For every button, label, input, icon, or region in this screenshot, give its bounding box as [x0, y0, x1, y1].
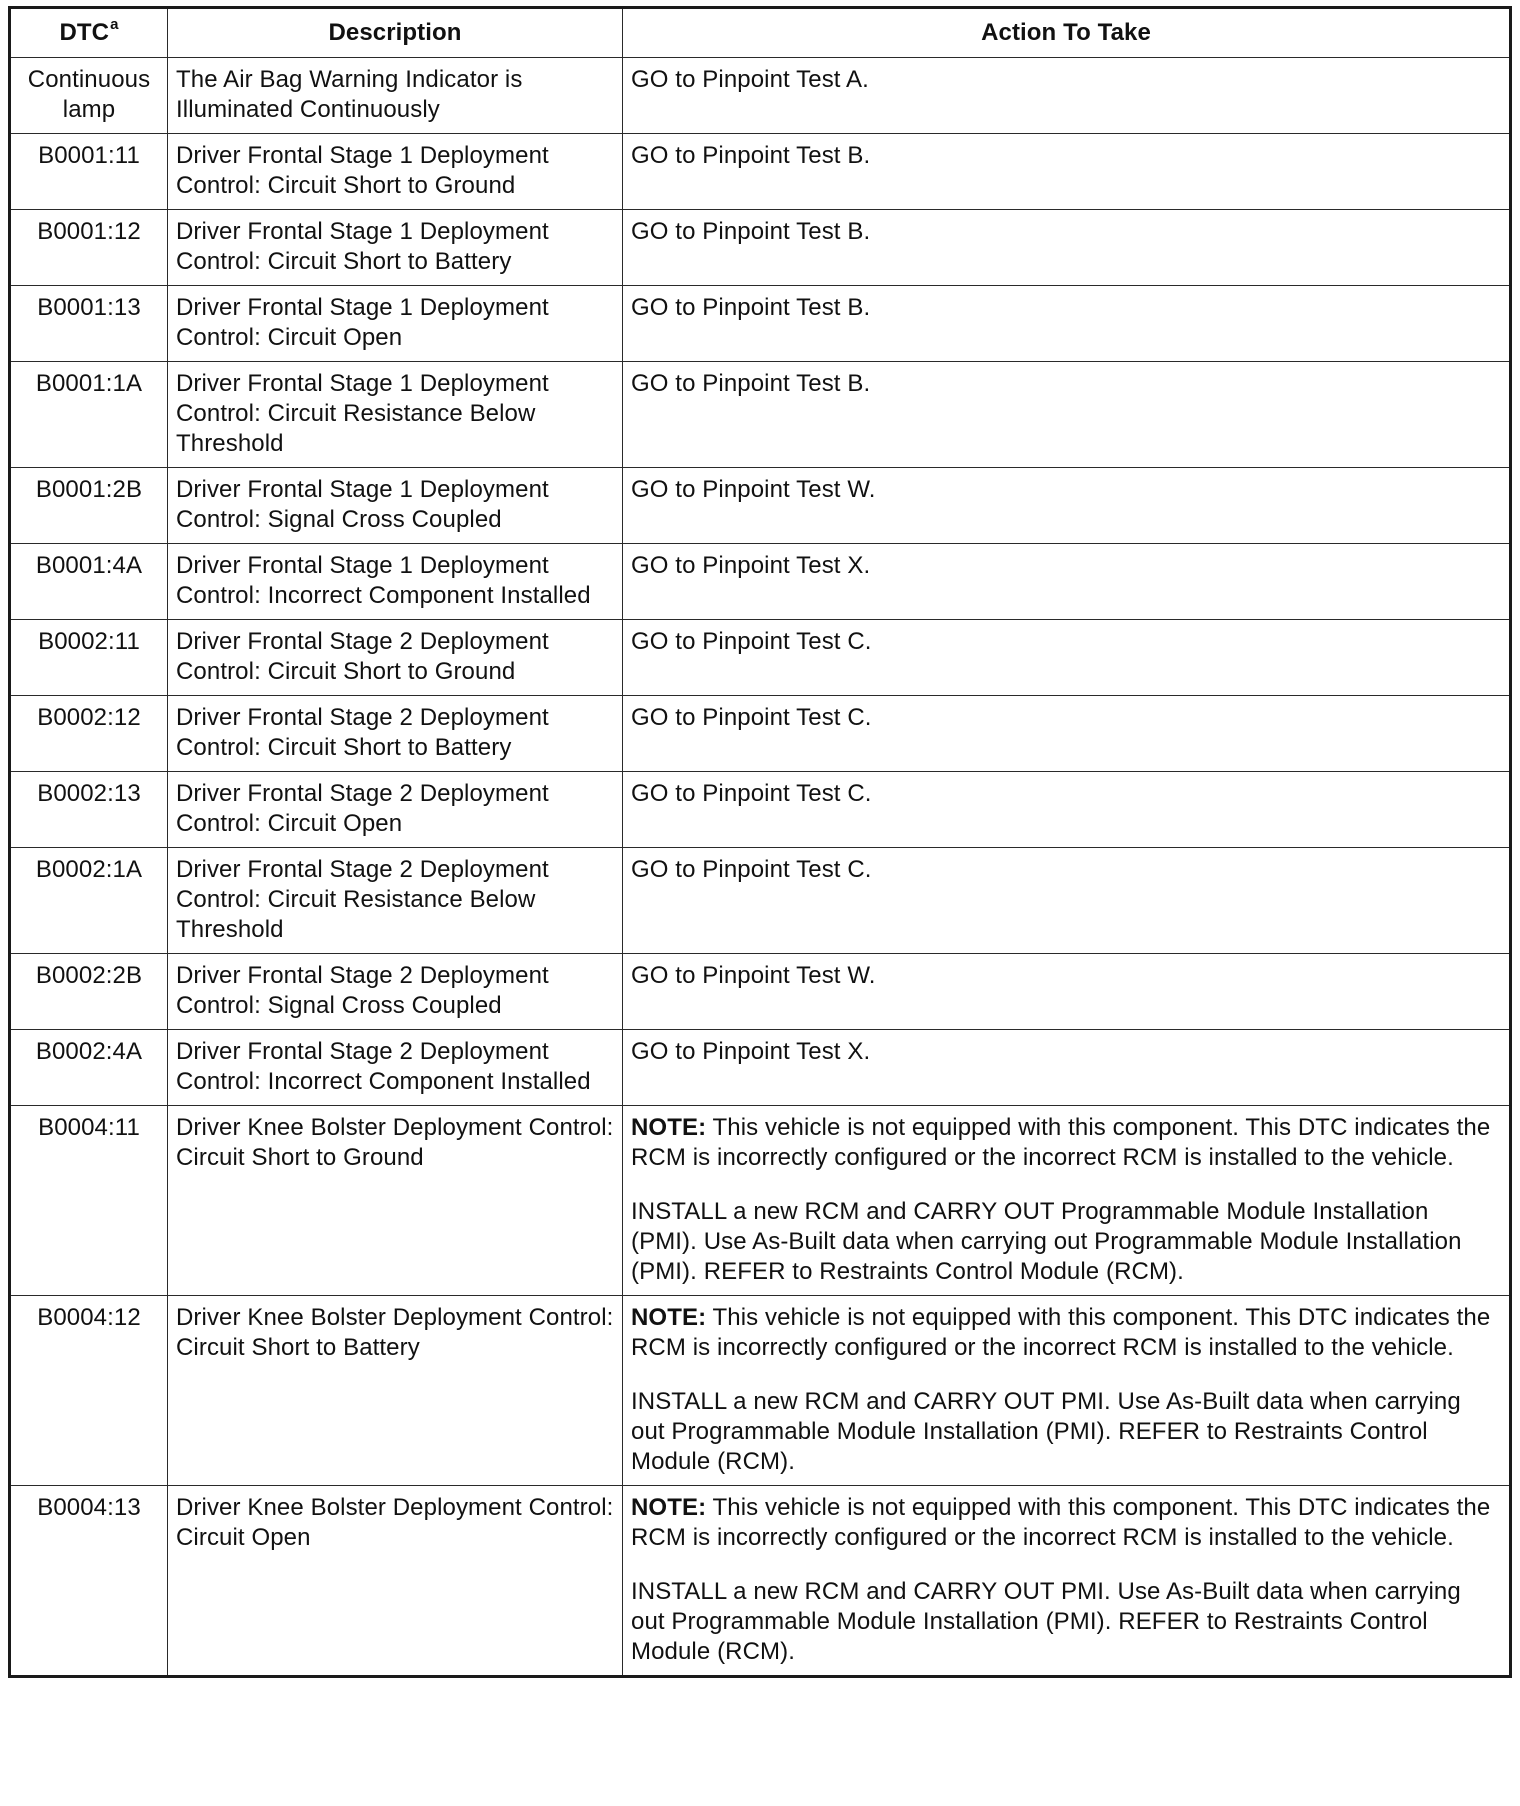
action-text: GO to Pinpoint Test X. [631, 1038, 871, 1065]
header-dtc-footnote: a [110, 16, 119, 33]
action-cell [623, 362, 1511, 468]
action-text: GO to Pinpoint Test B. [631, 218, 871, 245]
description-cell: Driver Frontal Stage 2 Deployment Control: Circuit Short to Ground [168, 620, 623, 696]
table-row [10, 134, 1511, 210]
description-cell: Driver Frontal Stage 2 Deployment Control: Signal Cross Coupled [168, 954, 623, 1030]
action-cell [623, 772, 1511, 848]
note-text: This vehicle is not equipped with this component. This DTC indicates the RCM is incorrectly configured or the incorrect RCM is installed to the vehicle. [631, 1114, 1491, 1171]
action-cell [623, 1030, 1511, 1106]
action-text: INSTALL a new RCM and CARRY OUT PMI. Use As-Built data when carrying out Programmable Module Installation (PMI). REFER to Restraints Control Module (RCM). [631, 1578, 1461, 1665]
dtc-code-cell: B0001:4A [10, 544, 168, 620]
description-cell: Driver Knee Bolster Deployment Control: Circuit Open [168, 1486, 623, 1677]
table-row [10, 696, 1511, 772]
action-cell [623, 848, 1511, 954]
table-row [10, 362, 1511, 468]
description-cell: Driver Frontal Stage 1 Deployment Control: Signal Cross Coupled [168, 468, 623, 544]
note-label: NOTE: [631, 1304, 707, 1331]
table-row [10, 286, 1511, 362]
document-page [8, 6, 1509, 1678]
action-text: GO to Pinpoint Test X. [631, 552, 871, 579]
dtc-code-cell: B0002:2B [10, 954, 168, 1030]
action-cell [623, 468, 1511, 544]
note-paragraph [631, 1303, 1501, 1363]
header-description: Description [168, 8, 623, 58]
note-text: This vehicle is not equipped with this component. This DTC indicates the RCM is incorrectly configured or the incorrect RCM is installed to the vehicle. [631, 1494, 1491, 1551]
dtc-code-cell: B0004:13 [10, 1486, 168, 1677]
action-text: GO to Pinpoint Test A. [631, 66, 869, 93]
dtc-code-cell: B0001:2B [10, 468, 168, 544]
dtc-code-cell: B0002:1A [10, 848, 168, 954]
table-row [10, 1106, 1511, 1296]
note-label: NOTE: [631, 1114, 707, 1141]
note-paragraph [631, 1493, 1501, 1553]
dtc-code-cell: B0002:4A [10, 1030, 168, 1106]
table-row [10, 1486, 1511, 1677]
table-row [10, 210, 1511, 286]
description-cell: Driver Frontal Stage 2 Deployment Control: Circuit Short to Battery [168, 696, 623, 772]
table-row [10, 1030, 1511, 1106]
action-cell [623, 1106, 1511, 1296]
action-text: GO to Pinpoint Test C. [631, 628, 872, 655]
action-cell [623, 954, 1511, 1030]
description-cell: Driver Frontal Stage 1 Deployment Control: Incorrect Component Installed [168, 544, 623, 620]
table-header-row [10, 8, 1511, 58]
action-text: GO to Pinpoint Test W. [631, 962, 876, 989]
note-paragraph [631, 1113, 1501, 1173]
action-text: GO to Pinpoint Test C. [631, 856, 872, 883]
dtc-code-cell: B0002:12 [10, 696, 168, 772]
dtc-code-cell: B0001:13 [10, 286, 168, 362]
action-cell [623, 210, 1511, 286]
action-text: GO to Pinpoint Test C. [631, 780, 872, 807]
table-row [10, 544, 1511, 620]
table-row [10, 1296, 1511, 1486]
description-cell: Driver Knee Bolster Deployment Control: Circuit Short to Battery [168, 1296, 623, 1486]
dtc-code-cell: B0001:1A [10, 362, 168, 468]
dtc-code-cell: B0004:12 [10, 1296, 168, 1486]
description-cell: Driver Frontal Stage 2 Deployment Control: Incorrect Component Installed [168, 1030, 623, 1106]
description-cell: Driver Frontal Stage 2 Deployment Control: Circuit Open [168, 772, 623, 848]
header-action: Action To Take [623, 8, 1511, 58]
action-text: GO to Pinpoint Test B. [631, 142, 871, 169]
action-text: INSTALL a new RCM and CARRY OUT Programmable Module Installation (PMI). Use As-Built data when carrying out Programmable Module Installation (PMI). REFER to Restraints Control Module (RCM). [631, 1198, 1462, 1285]
action-cell [623, 134, 1511, 210]
action-text: INSTALL a new RCM and CARRY OUT PMI. Use As-Built data when carrying out Programmable Module Installation (PMI). REFER to Restraints Control Module (RCM). [631, 1388, 1461, 1475]
description-cell: Driver Frontal Stage 1 Deployment Control: Circuit Short to Battery [168, 210, 623, 286]
dtc-code-cell: B0002:11 [10, 620, 168, 696]
description-cell: Driver Frontal Stage 1 Deployment Control: Circuit Short to Ground [168, 134, 623, 210]
table-body [10, 58, 1511, 1677]
action-text: GO to Pinpoint Test W. [631, 476, 876, 503]
action-text: GO to Pinpoint Test B. [631, 370, 871, 397]
dtc-code-cell: B0001:12 [10, 210, 168, 286]
note-label: NOTE: [631, 1494, 707, 1521]
dtc-code-cell: Continuous lamp [10, 58, 168, 134]
table-row [10, 620, 1511, 696]
table-row [10, 848, 1511, 954]
description-cell: Driver Frontal Stage 1 Deployment Control: Circuit Open [168, 286, 623, 362]
action-cell [623, 696, 1511, 772]
header-dtc-label: DTC [59, 19, 110, 46]
action-cell [623, 58, 1511, 134]
dtc-code-cell: B0002:13 [10, 772, 168, 848]
description-cell: Driver Knee Bolster Deployment Control: Circuit Short to Ground [168, 1106, 623, 1296]
action-text: GO to Pinpoint Test C. [631, 704, 872, 731]
table-row [10, 58, 1511, 134]
table-row [10, 954, 1511, 1030]
action-cell [623, 1296, 1511, 1486]
note-text: This vehicle is not equipped with this component. This DTC indicates the RCM is incorrectly configured or the incorrect RCM is installed to the vehicle. [631, 1304, 1491, 1361]
header-dtc [10, 8, 168, 58]
action-cell [623, 286, 1511, 362]
description-cell: Driver Frontal Stage 2 Deployment Control: Circuit Resistance Below Threshold [168, 848, 623, 954]
dtc-table [8, 6, 1512, 1678]
table-row [10, 468, 1511, 544]
table-row [10, 772, 1511, 848]
action-cell [623, 620, 1511, 696]
action-cell [623, 1486, 1511, 1677]
dtc-code-cell: B0001:11 [10, 134, 168, 210]
description-cell: Driver Frontal Stage 1 Deployment Control: Circuit Resistance Below Threshold [168, 362, 623, 468]
action-text: GO to Pinpoint Test B. [631, 294, 871, 321]
action-cell [623, 544, 1511, 620]
description-cell: The Air Bag Warning Indicator is Illuminated Continuously [168, 58, 623, 134]
dtc-code-cell: B0004:11 [10, 1106, 168, 1296]
